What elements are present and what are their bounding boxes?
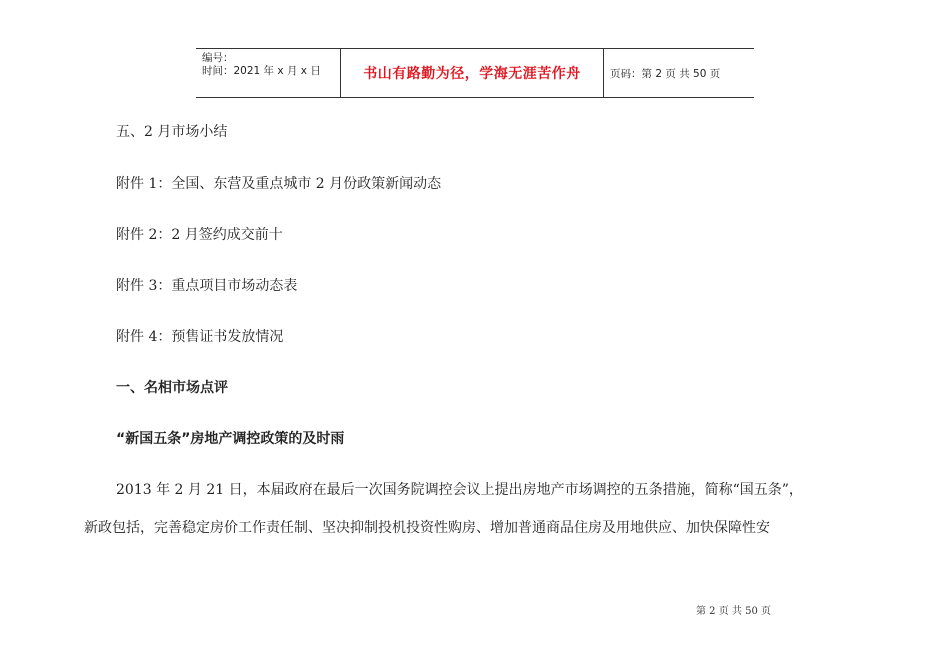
paragraph-line: 新政包括，完善稳定房价工作责任制、坚决抑制投机投资性购房、增加普通商品住房及用地供应、加快保障性安 [84, 520, 770, 536]
subsection-title: “新国五条”房地产调控政策的及时雨 [116, 431, 345, 447]
contents-item: 附件 4：预售证书发放情况 [116, 329, 284, 345]
header-motto-cell [340, 49, 604, 97]
document-number-label: 编号： [202, 52, 234, 64]
contents-item: 五、2 月市场小结 [116, 124, 228, 140]
contents-item: 附件 3：重点项目市场动态表 [116, 278, 298, 294]
page-header [196, 48, 754, 98]
header-motto: 书山有路勤为径，学海无涯苦作舟 [363, 66, 581, 82]
contents-item: 附件 2：2 月签约成交前十 [116, 227, 283, 243]
header-page-info: 页码：第 2 页 共 50 页 [610, 67, 721, 80]
section-title: 一、名相市场点评 [116, 380, 228, 396]
header-page-info-cell [604, 49, 754, 97]
document-time: 时间：2021 年 x 月 x 日 [202, 65, 321, 77]
paragraph-line: 2013 年 2 月 21 日，本届政府在最后一次国务院调控会议上提出房地产市场调控的五条措施，简称“国五条”， [116, 482, 803, 498]
page-footer: 第 2 页 共 50 页 [696, 606, 771, 617]
contents-item: 附件 1：全国、东营及重点城市 2 月份政策新闻动态 [116, 176, 442, 192]
header-meta [196, 49, 340, 97]
